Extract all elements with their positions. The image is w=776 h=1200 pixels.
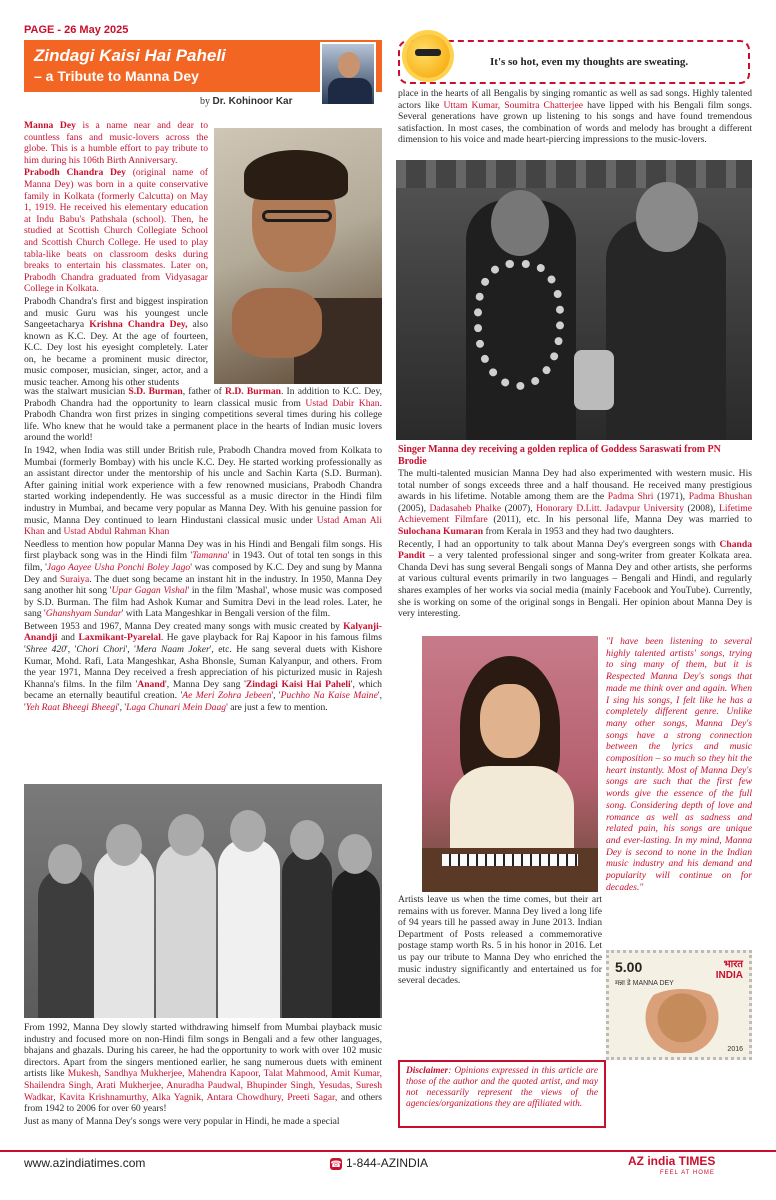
text: (2011), etc. In his personal life, Manna Dey was married to [493, 514, 752, 526]
award-phalke: Dadasaheb Phalke [429, 502, 502, 514]
film-chori-chori: Chori Chori [76, 644, 126, 656]
bio-text: (original name of Manna Dey) was born in a quite conservative family in Kolkata (formerly Calcutta) on May 1, 1919. He received his elementary education at Indu Babu's Pathshala (school). Then, he studied at Scottish Church Collegiate School and Scottish Church College. He used to play tabla-like beats on classroom desks during breaks to entertain his classmates. Later on, Prabodh Chandra graduated from Vidyasagar College in Kolkata. [24, 167, 208, 295]
photo-head [290, 820, 324, 860]
film-mera-naam-joker: Mera Naam Joker [135, 644, 210, 656]
text: and [61, 632, 75, 644]
text: Recently, I had an opportunity to talk about Manna Dey's evergreen songs with [398, 538, 716, 550]
photo-head [168, 814, 204, 856]
song-2: Puchho Na Kaise Maine [280, 690, 378, 702]
name-sd-burman: S.D. Burman [128, 386, 183, 397]
chanda-quote: "I have been listening to several highly talented artists' songs, trying to sing many of them, but it is Respected Manna Dey's songs that made me think over and again. When I sing his songs, I felt like he has a completely different genre. Unlike many other songs, Manna Dey's songs have a strong connection between the lyrics and music composition – so much so they hit the heart instantly. Most of Manna Dey's songs are such that the first few words give the essence of the full song. Considering depth of love and romance as well as sadness and related pain, his songs are unique and ever-lasting. In my mind, Manna Dey is second to none in the Indian music industry and his demand and popularity will continue on for decades." [606, 636, 752, 893]
text: ' with Lata Mangeshkar in Bengali version of the film. [121, 608, 331, 620]
text: ', which became an eternally beautiful creation. ' [24, 678, 382, 702]
photo-garland [474, 260, 564, 390]
text: . The duet song became an instant hit in the industry. In 1950, Manna Dey sang another hit song ' [24, 573, 383, 597]
photo-body [450, 766, 574, 856]
award-padma-shri: Padma Shri [607, 491, 654, 503]
page-date-label: PAGE - 26 May 2025 [24, 24, 129, 36]
song-upar-gagan: Upar Gagan Vishal [111, 585, 188, 597]
film-tamanna: Tamanna [192, 550, 228, 562]
byline-prefix: by [200, 96, 210, 107]
text: (2005), [398, 502, 426, 514]
text: From 1992, Manna Dey slowly started withdrawing himself from Mumbai playback music industry and focused more on non-Hindi film songs in Bengali and a few other languages, bhajans and ghazals. During his career, he had the opportunity to work with over 102 music directors. Apart from the singers mentioned earlier, he sang numerous duets with eminent artists like [24, 1022, 382, 1080]
text: . He gave playback for Raj Kapoor in his famous films ' [24, 632, 382, 656]
text: ' in 1943. Out of total ten songs in this film, ' [24, 550, 382, 573]
byline [200, 96, 293, 107]
stamp-country-hindi: भारत [723, 959, 743, 970]
photo-person [38, 868, 94, 1018]
author-face [338, 52, 360, 78]
award-caption [398, 444, 752, 468]
photo-head-2 [636, 182, 698, 252]
photo-trophy [574, 350, 614, 410]
byline-author: Dr. Kohinoor Kar [212, 96, 293, 107]
chanda-pandit-photo [422, 636, 598, 892]
award-filmfare: Lifetime Achievement Filmfare [398, 502, 752, 526]
text: . In addition to K.C. Dey, Prabodh Chandra had the opportunity to learn classical music from [24, 386, 383, 409]
award-dlitt: Honorary D.Litt. Jadavpur University [536, 502, 684, 514]
name-aman-ali-khan: Ustad Aman Ali Khan [24, 514, 382, 538]
text: The multi-talented musician Manna Dey had also experimented with western music. His total number of songs exceeds three and a half thousand. He received many prestigious awards in his lifetime. Notable among them are the [398, 468, 752, 503]
guru-text: Prabodh Chandra's first and biggest inspiration and music Guru was his youngest uncle Sangeetacharya [24, 295, 208, 331]
photo-person [156, 842, 216, 1018]
song-jago: Jago Aayee Usha Ponchi Boley Jago [46, 561, 191, 573]
text: and [47, 526, 62, 538]
intro-text: is a name near and dear to countless fans and music-lovers across the globe. This is a humble effort to pay tribute to him during his 106th Birth Anniversary. [24, 120, 209, 166]
sun-banner [398, 40, 750, 84]
text: from Kerala in 1953 and they had two daughters. [485, 525, 674, 537]
footer-brand-logo: AZ india TIMES [628, 1154, 716, 1168]
name-manna-dey: Manna Dey [24, 120, 76, 131]
photo-head-1 [491, 190, 549, 256]
photo-lights [396, 160, 752, 188]
text: ' are just a few to mention. [226, 702, 328, 714]
photo-head [338, 834, 372, 874]
name-prabodh: Prabodh Chandra Dey [24, 167, 126, 179]
name-chanda-pandit: Chanda Pandit [398, 538, 752, 562]
text: have lipped with his Bengali film songs. Several generations have grown up listening to his songs and have found tremendous satisfaction. In most cases, the combination of words and melody has brought a different dimension to his voice and made heart-piercing impressions to the music-lovers. [398, 99, 752, 146]
article-col1-main: was the stalwart musician S.D. Burman, father of R.D. Burman. In addition to K.C. Dey, Prabodh Chandra had the opportunity to learn classical music from Ustad Dabir Khan. Prabodh Chandra won first prizes in singing competitions several times during his college life. Who knew that he would take a permanent place in the hearts of Indian music lovers around the world! In 1942, when India was still under British rule, Prabodh Chandra moved from Kolkata to Mumbai (formerly Bombay) with his uncle K.C. Dey. He started working professionally as an assistant director under the mentorship of his uncle and Sachin Karta (S.D. Burman). After gaining initial work experience with a few renowned musicians, Prabodh Chandra started working independently. He was successful as a music director in the Hindi film industry in Mumbai, and became very popular as Manna Dey. With his genuine passion for music, Manna Dey continued to learn Hindustani classical music under Ustad Aman Ali Khan and Ustad Abdul Rahman Khan Needless to mention how popular Manna Dey was in his Hindi and Bengali film songs. His first playback song was in the Hindi film 'Tamanna' in 1943. Out of total ten songs in this film, 'Jago Aayee Usha Ponchi Boley Jago' was composed by K.C. Dey and sung by Manna Dey and Suraiya. The duet song became an instant hit in the industry. In 1950, Manna Dey sang another hit song 'Upar Gagan Vishal' in the film 'Mashal', whose music was composed by S.D. Burman. The film had Ashok Kumar and Sumitra Devi in the lead roles. Later, he sang 'Ghanshyam Sundar' with Lata Mangeshkar in Bengali version of the film. Between 1953 and 1967, Manna Dey created many songs with music created by Kalyanji-Anandji and Laxmikant-Pyarelal. He gave playback for Raj Kapoor in his famous films 'Shree 420', 'Chori Chori', 'Mera Naam Joker', etc. He sang several duets with Kishore Kumar, Mohd. Rafi, Lata Mangeshkar, Asha Bhonsle, Suman Kalyanpur, and others. From the year 1971, Manna Dey received a fresh appreciation of his picturized music in Rajesh Khanna's films. In the film 'Anand', Manna Dey sang 'Zindagi Kaisi Hai Paheli', which became an eternally beautiful creation. 'Ae Meri Zohra Jebeen', 'Puchho Na Kaise Maine', 'Yeh Raat Bheegi Bheegi', 'Laga Chunari Mein Daag' are just a few to mention. [24, 386, 383, 714]
photo-head [230, 810, 266, 852]
name-kc-dey: Krishna Chandra Dey, [89, 319, 188, 331]
film-shree-420: Shree 420 [25, 644, 67, 656]
photo-person [94, 848, 154, 1018]
text: Just as many of Manna Dey's songs were very popular in Hindi, he made a special [24, 1115, 340, 1127]
text: – a very talented professional singer and song-writer from greater Kolkata area. Chanda Devi has sung several Bengali songs of Manna Dey and other artists, she performs at various cultural events primarily in two languages – Bengali and Hindi, and regularly shares examples of her works via social media (mainly Facebook and YouTube). Currently, she is working on some of the original songs in Bengali. Her opinion about Manna Dey is very interesting. [398, 550, 752, 620]
actor-names: Uttam Kumar, Soumitra Chatterjee [443, 99, 583, 111]
footer-tagline: FEEL AT HOME [660, 1170, 715, 1176]
phone-icon: ☎ [330, 1159, 342, 1169]
footer-phone[interactable] [330, 1156, 428, 1170]
stamp-portrait [633, 989, 731, 1053]
caption-text: Singer Manna dey receiving a golden replica of Goddess Saraswati from PN Brodie [398, 444, 721, 467]
text: ', etc. He sang several duets with Kishore Kumar, Mohd. Rafi, Lata Mangeshkar, Asha Bhonsle, Suman Kalyanpur, and others. From the year 1971, Manna Dey received a fresh appreciation of his picturized music in Rajesh Khanna's films. In the film ' [24, 644, 382, 690]
text: ', Manna Dey sang ' [165, 678, 246, 690]
song-3: Yeh Raat Bheegi Bheegi [25, 702, 118, 714]
name-rd-burman: R.D. Burman [225, 386, 281, 397]
sunglasses-icon [415, 49, 441, 56]
artist-list: Mukesh, Sandhya Mukherjee, Mahendra Kapoor, Talat Mahmood, Amit Kumar, Shailendra Singh, Arati Mukherjee, Anuradha Paudwal, Bhupinder Singh, Yesudas, Suresh Wadkar, Kavita Krishnamurthy, Alka Yagnik, Antara Chowdhury, Preeti Sagar, [24, 1068, 383, 1103]
song-1: Ae Meri Zohra Jebeen [182, 690, 272, 702]
page-footer [0, 1150, 776, 1200]
author-suit [328, 78, 372, 106]
text: Between 1953 and 1967, Manna Dey created many songs with music created by [24, 620, 340, 632]
photo-person-2 [606, 220, 726, 440]
text: and others from 1942 to 2006 for over 60 years! [24, 1091, 382, 1115]
text: . Prabodh Chandra won first prizes in singing competitions several times during his college life. Who knew that he would take a permanent place in the hearts of Indian music lovers around the world! [24, 397, 382, 444]
stamp-year: 2016 [727, 1046, 743, 1053]
song-ghanshyam: Ghanshyam Sundar [45, 608, 122, 620]
photo-cap [244, 150, 348, 200]
stamp-caption: मन्ना डे MANNA DEY [615, 980, 674, 987]
sun-banner-text: It's so hot, even my thoughts are sweating. [490, 56, 689, 68]
sun-icon [406, 34, 450, 78]
article-col2-end [398, 894, 602, 988]
text: (2007), [504, 502, 533, 514]
name-sulochana: Sulochana Kumaran [398, 525, 484, 537]
text: (2008), [687, 502, 716, 514]
photo-glasses [262, 210, 332, 222]
disclaimer-text: : Opinions expressed in this article are those of the author and the quoted artist, and may not necessarily represent the views of the agencies/organizations they are affiliated with. [406, 1066, 598, 1109]
guru-text-2: also known as K.C. Dey. At the age of fourteen, K.C. Dey lost his eyesight completely. Later on, he became a prominent music director, music composer, musician, singer, actor, and a music teacher. Among his other students [24, 319, 208, 389]
song-4: Laga Chunari Mein Daag [126, 702, 227, 714]
photo-person [332, 868, 380, 1018]
photo-hand [232, 288, 322, 358]
article-col2-mid [398, 468, 752, 621]
text: (1971), [657, 491, 686, 503]
article-col1-bottom [24, 1022, 382, 1128]
footer-phone-number: 1-844-AZINDIA [346, 1156, 429, 1170]
name-kalyanji-anandji: Kalyanji-Anandji [24, 620, 382, 644]
song-zindagi: Zindagi Kaisi Hai Paheli [245, 678, 351, 690]
name-laxmikant-pyarelal: Laxmikant-Pyarelal [78, 632, 161, 644]
closing-text: Artists leave us when the time comes, but their art remains with us forever. Manna Dey lived a long life of 94 years till he passed away in June 2013. Indian Department of Posts released a commemorative postage stamp worth Rs. 5 in his honor in 2016. Let us pay our tribute to Manna Dey who enriched the music industry significantly and entertained us for several decades. [398, 894, 602, 987]
disclaimer-box [398, 1060, 606, 1128]
film-anand: Anand [137, 678, 166, 690]
name-dabir-khan: Ustad Dabir Khan [305, 397, 380, 409]
text: Needless to mention how popular Manna Dey was in his Hindi and Bengali film songs. His first playback song was in the Hindi film ' [24, 538, 382, 562]
photo-person [282, 848, 332, 1018]
photo-person [218, 838, 280, 1018]
text: was the stalwart musician [24, 386, 126, 397]
name-abdul-rahman-khan: Ustad Abdul Rahman Khan [63, 526, 170, 538]
postage-stamp [606, 950, 752, 1060]
stamp-value: 5.00 [615, 959, 643, 975]
text: ' in the film 'Mashal', whose music was composed by S.D. Burman. The film had Ashok Kumar and Sumitra Devi in the lead roles. Later, he sang ' [24, 585, 382, 620]
headline-title: Zindagi Kaisi Hai Paheli [34, 46, 226, 65]
photo-head [106, 824, 142, 866]
text: ' was composed by K.C. Dey and sung by Manna Dey and [24, 561, 382, 585]
author-photo [320, 42, 376, 106]
headline-subtitle: – a Tribute to Manna Dey [34, 68, 199, 84]
text: , father of [182, 386, 222, 397]
name-suraiya: Suraiya [59, 573, 90, 585]
article-col2-top [398, 88, 752, 147]
article-col1-intro [24, 120, 208, 390]
text: In 1942, when India was still under British rule, Prabodh Chandra moved from Kolkata to Mumbai (formerly Bombay) with his uncle K.C. Dey. He started working professionally as an assistant director under the mentorship of his uncle and Sachin Karta (S.D. Burman). After gaining initial work experience with a few renowned musicians, Prabodh Chandra started working independently. He was successful as a music director in the Hindi film industry in Mumbai, and became very popular as Manna Dey. With his genuine passion for music, Manna Dey continued to learn Hindustani classical music under [24, 444, 382, 526]
group-photo [24, 784, 382, 1018]
text: place in the hearts of all Bengalis by singing romantic as well as sad songs. Highly talented actors like [398, 88, 752, 111]
footer-url[interactable]: www.azindiatimes.com [24, 1156, 146, 1170]
photo-head [48, 844, 82, 884]
award-padma-bhushan: Padma Bhushan [688, 491, 752, 503]
stamp-country-english: INDIA [715, 970, 743, 981]
photo-face [480, 684, 540, 758]
manna-dey-portrait-photo [214, 128, 382, 384]
stamp-country [716, 959, 743, 981]
award-photo [396, 160, 752, 440]
disclaimer-label: Disclaimer [406, 1066, 449, 1076]
photo-keys [442, 854, 578, 866]
